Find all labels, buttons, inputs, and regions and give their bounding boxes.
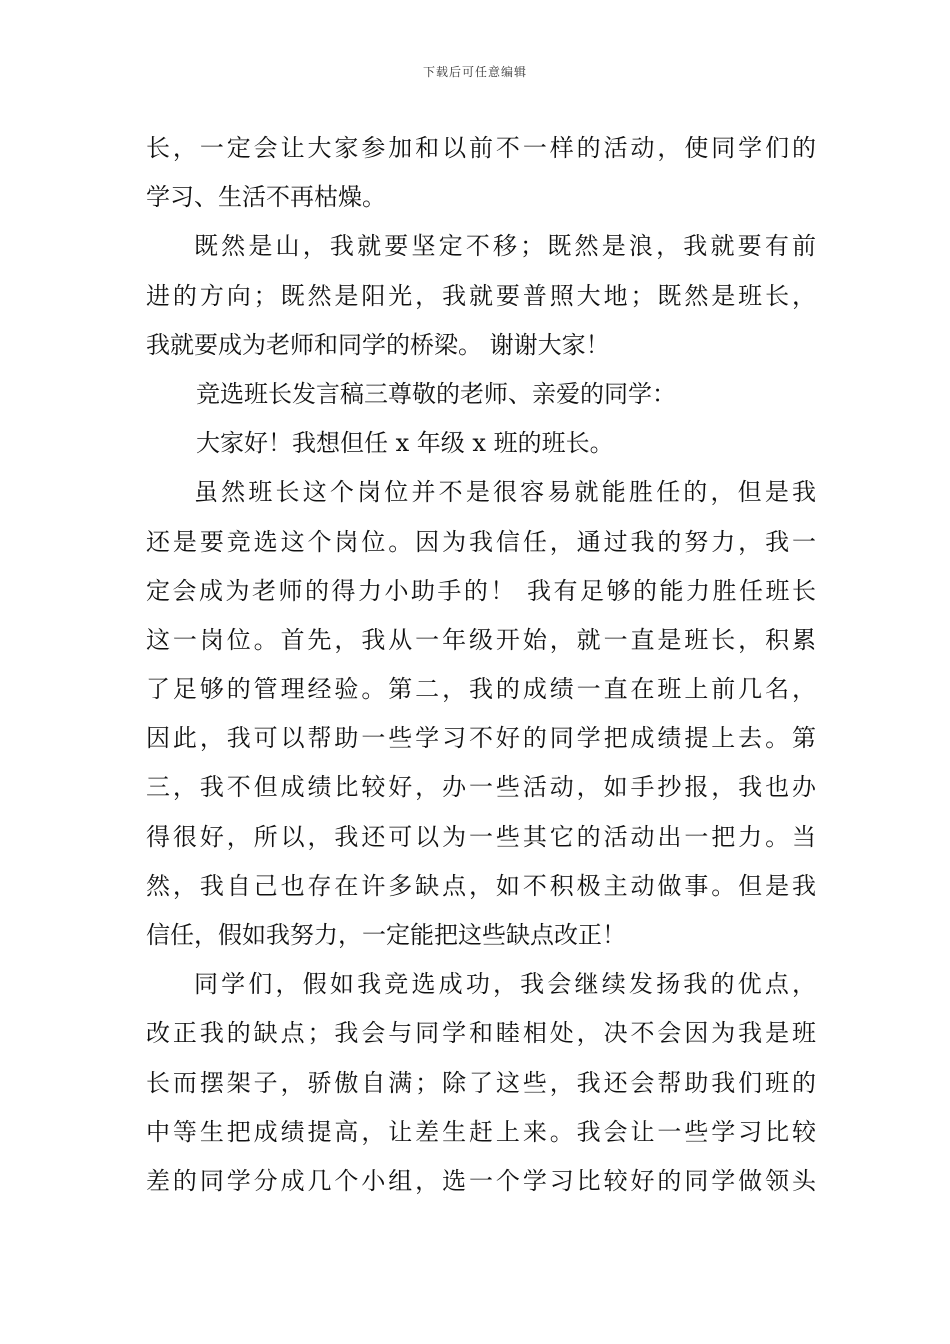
text-line: 然，我自己也存在许多缺点，如不积极主动做事。但是我: [146, 871, 816, 900]
text-line: 信任，假如我努力，一定能把这些缺点改正！: [146, 921, 626, 949]
text-line: 了足够的管理经验。第二，我的成绩一直在班上前几名，: [146, 675, 816, 704]
text-line: 定会成为老师的得力小助手的！ 我有足够的能力胜任班长: [146, 576, 816, 605]
text-line: 改正我的缺点；我会与同学和睦相处，决不会因为我是班: [146, 1019, 816, 1048]
document-body: [146, 124, 816, 1206]
text-line: 竞选班长发言稿三尊敬的老师、亲爱的同学：: [196, 379, 676, 408]
text-line: 我就要成为老师和同学的桥梁。 谢谢大家！: [146, 330, 610, 359]
text-line: 长，一定会让大家参加和以前不一样的活动，使同学们的: [146, 134, 816, 162]
page-header-note: 下载后可任意编辑: [422, 65, 527, 79]
text-line: 既然是山，我就要坚定不移；既然是浪，我就要有前: [194, 232, 816, 261]
text-line: 同学们，假如我竞选成功，我会继续发扬我的优点，: [194, 970, 816, 999]
text-line: 还是要竞选这个岗位。因为我信任，通过我的努力，我一: [146, 527, 816, 556]
text-line: 三，我不但成绩比较好，办一些活动，如手抄报，我也办: [146, 773, 816, 802]
text-line: 这一岗位。首先，我从一年级开始，就一直是班长，积累: [146, 625, 816, 654]
text-line: 进的方向；既然是阳光，我就要普照大地；既然是班长，: [146, 281, 816, 310]
text-line: 差的同学分成几个小组，选一个学习比较好的同学做领头: [146, 1166, 816, 1195]
text-line: 因此，我可以帮助一些学习不好的同学把成绩提上去。第: [146, 724, 816, 753]
text-line: 虽然班长这个岗位并不是很容易就能胜任的，但是我: [194, 478, 816, 507]
text-line: 学习、生活不再枯燥。: [146, 183, 386, 212]
text-line: 大家好！我想但任 x 年级 x 班的班长。: [196, 429, 614, 458]
text-line: 长而摆架子，骄傲自满；除了这些，我还会帮助我们班的: [146, 1068, 816, 1097]
text-line: 得很好，所以，我还可以为一些其它的活动出一把力。当: [146, 822, 816, 851]
text-line: 中等生把成绩提高，让差生赶上来。我会让一些学习比较: [146, 1117, 816, 1146]
